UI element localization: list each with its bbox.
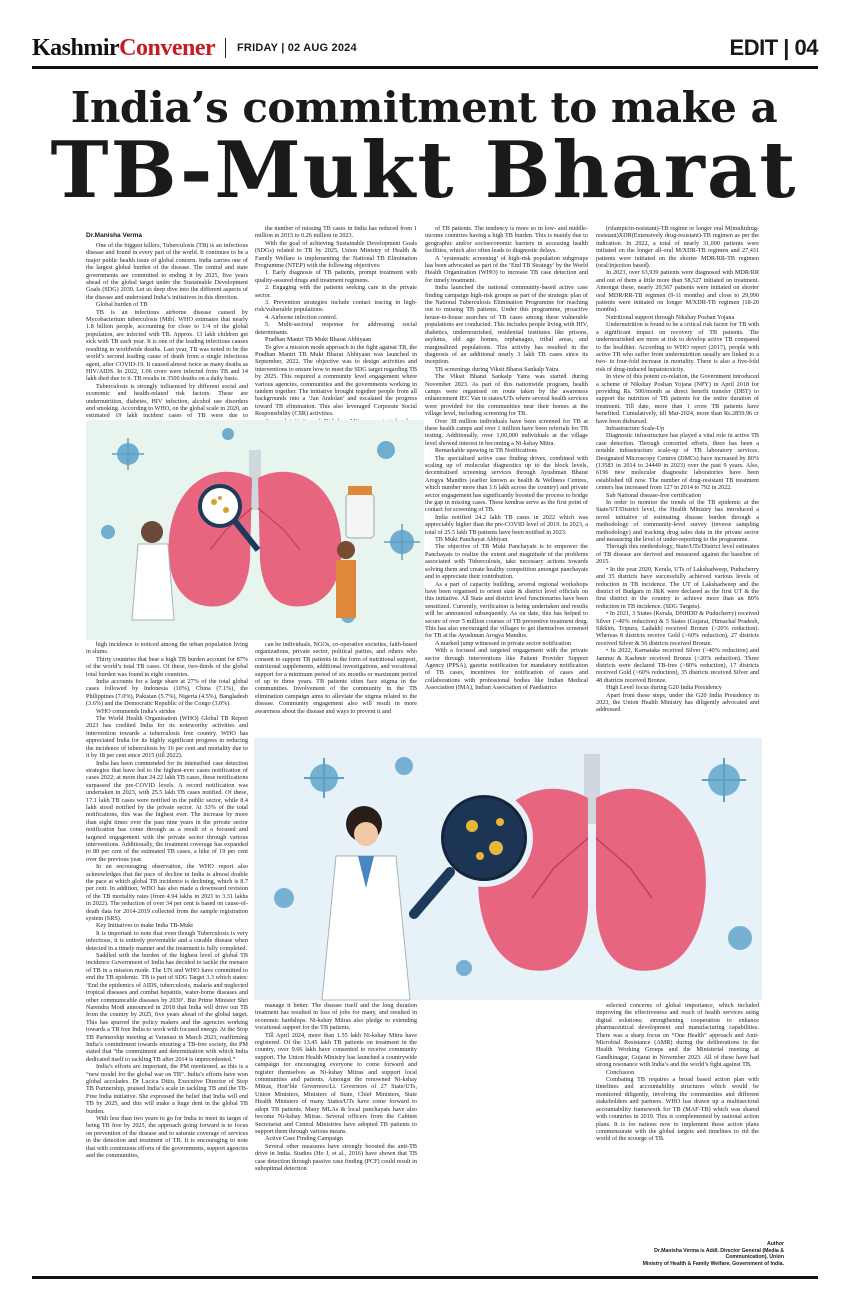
column-4-bottom [596, 1002, 759, 1238]
paragraph: Key Initiatives to make India TB-Mukt [96, 922, 193, 930]
author-line-2: Ministry of Health & Family Welfare, Government of India. [642, 1260, 784, 1267]
paragraph: Undernutrition is found to be a critical risk factor for TB with a significant impact on recovery of TB patients. The undernourished are more at risk to develop active TB compared to the healthier. According to WHO report (2017), people with active TB who suffer from undernutrition usually are linked to a two- to four-fold increase in mortality. There is also a five-fold risk of drug-induced hepatotoxicity. [596, 321, 759, 373]
paragraph: manage it better. The disease itself and the long duration treatment has resulted in loss of jobs for many, and resulted in economic hardships. Ni-kshay Mitras also pledge to extending vocational support for the TB patients. [255, 1002, 417, 1032]
paragraph: India’s efforts are important, the PM mentioned, as this is a “new model for the global war on TB”. India’s efforts have won global accolades. Dr Lucica Ditiu, Executive Director of Stop TB Partnership, praised India’s scale in tackling TB and the TB-Free India initiative. She expressed the belief that India will end TB by 2025, and this will make a huge dent in the global TB burden. [86, 1063, 248, 1115]
lungs-illustration-svg [86, 420, 424, 640]
paragraph: selected concerns of global importance, which included improving the effectiveness and reach of health services using digital solutions; strengthening cooperation to enhance pharmaceutical development and manufacturing capabilities. There was a sharp focus on “One Health” approach and Anti-Microbial Resistance (AMR) during the deliberations in the Health Working Groups and the Ministerial meeting at Gandhinagar, Gujarat in November 2023. All of these have had strong resonance with India’s and the world’s fight against TB. [596, 1002, 759, 1069]
paragraph: (rifampicin-resistant)-TB regime or longer oral M(multidrug-resistant)XDR(Extensively drug-resistant)-TB regimen as per the indication. In 2022, a total of nearly 31,000 patients were initiated on the longer all-oral M/XDR-TB regimen and 27,431 patients were initiated on the shorter MDR/RR-TB regimen (oral/injection based). [596, 225, 759, 270]
paragraph: 3. Prevention strategies include contact tracing in high-risk/vulnerable populations. [255, 299, 417, 314]
paragraph: In an encouraging observation, the WHO report also acknowledges that the pace of decline in India is almost double the pace at which global TB incidence is declining, which is 8.7 per cent. In addition, WHO has also made a downward revision of the TB mortality rates (from 4.94 lakhs in 2021 to 3.31 lakhs in 2022). The reduction of over 34 per cent is based on cause-of-death data for 2014-2019 collected from the sample registration system (SRS). [86, 863, 248, 923]
paragraph: TB screenings during Viksit Bharat Sankalp Yatra [435, 365, 559, 373]
paragraph: 2. Engaging with the patients seeking care in the private sector. [255, 284, 417, 299]
paragraph: It is important to note that even though Tuberculosis is very infectious, it is entirely preventable and a curable disease when detected in a timely manner and the treatment is fully completed. [86, 929, 248, 952]
paragraph: India notified 24.2 lakh TB cases in 2022 which was appreciably higher than the pre-COVID level of 2019. In 2023, a total of 25.5 lakh TB patients have been notified in 2023. [425, 513, 588, 536]
brand-word-convener: Convener [119, 35, 216, 61]
paragraph: WHO commends India’s strides [96, 707, 176, 715]
paragraph: As a part of capacity building, several regional workshops have been organised to orient state & district level officials on this initiative. All State and district level functionaries have been sensitized. Currently, verification is being undertaken and results will be announced subsequently. As on date, this has helped to secure of over 5 million courses of TB preventive treatment drug. This has also encouraged the villages to get themselves screened for TB at the Ayushman Arogya Mandirs. [425, 580, 588, 640]
headline-line2: TB-Mukt Bharat [50, 125, 798, 216]
paragraph: Tuberculosis is strongly influenced by different social and economic and health-related risk factors. These are undernutrition, diabetes, HIV infection, alcohol use disorders and smoking. According to WHO, on the global scale in 2020, an estimated 19 lakh incident cases of TB were due to [86, 382, 248, 420]
headline-line1: India’s commitment to make a [70, 83, 778, 132]
paragraph: of TB patients. The tendency is more so in low- and middle-income countries having a high TB burden. This is mainly due to geographic and/or socioeconomic barriers in accessing health facilities, which also often leads to diagnostic delays. [425, 225, 588, 255]
paragraph: Conclusion [606, 1068, 635, 1076]
paragraph: India accounts for a large share at 27% of the total global cases followed by Indonesia (10%), China (7.1%), the Philippines (7.0%), Pakistan (5.7%), Nigeria (4.5%), Bangladesh (3.6%) and the Democratic Republic of the Congo (3.0%). [86, 678, 248, 708]
paragraph: The specialised active case finding drives, combined with scaling up of molecular diagnostics up to the block levels, decentralised screening services through Ayushman Bharat Arogya Mandirs (earlier known as health & Wellness Centres, which number more than 1.6 lakh across the country) and private sector engagement has significantly boosted the process to bridge the gap in missing cases. These kendras serve as the first point of contact for screening of TB. [425, 454, 588, 514]
paragraph: The objective of TB Mukt Panchayats is to empower the Panchayats to realize the extent and magnitude of the problems associated with Tuberculosis, take necessary actions towards solving them and create healthy competition amongst panchayats and to appreciate their contribution. [425, 543, 588, 581]
paragraph: Nutritional support through Nikshay Poshan Yojana [606, 313, 735, 321]
author-line-1: Dr.Manisha Verma is Addl. Director General (Media & Communication), Union [654, 1247, 784, 1260]
column-1-bottom [86, 641, 248, 1249]
paragraph: Global burden of TB [96, 301, 148, 309]
paragraph: Sub National disease-free certification [606, 491, 702, 499]
paragraph: Till April 2024, more than 1.55 lakh Ni-kshay Mitra have registered. Of the 13.45 lakh TB patients on treatment in the country, over 9.66 lakh have consented to receive community support. The Union Health Ministry has launched a countrywide campaign for encouraging everyone to come forward and register themselves as Ni-kshay Mitras and support local communities and patients. Amongst the renowned Ni-kshay Mitras, Hon’ble Governors/Lt. Governors of 27 State/UTs, Union Ministers, Ministers of State, Chief Ministers, State Health Ministers of many States/UTs have come forward to adopt TB patients. Many MLAs & local panchayats have also become Ni-kshay Mitras. Several officers from the Cabinet Secretariat and Central Ministries have adopted TB patients to support them through various means. [255, 1031, 417, 1135]
footer-rule [32, 1276, 818, 1279]
paragraph: In order to monitor the trends of the TB epidemic at the State/UT/District level, the Health Ministry has introduced a novel initiative of estimating disease burden through a methodology of community-level survey (inverse sampling methodology) and tracking drug sales data in the private sector and measuring the level of under-reporting to the programme. [596, 499, 759, 544]
paragraph: With less than two years to go for India to meet its target of being TB free by 2025, the approach going forward is to focus on prevention of the disease and to saturate coverage of services in the detection and treatment of TB. It is encouraging to note that with continuous efforts of the governments, support agencies and the communities, [86, 1115, 248, 1160]
paragraph: • In 2022, Karnataka received Silver (>40% reduction) and Jammu & Kashmir received Bronze (>20% reduction). Three districts were declared TB-free (>80% reduction), 17 districts received Gold (>60% reduction), 35 districts received Silver and 48 districts received Bronze. [596, 647, 759, 684]
column-2-bottom [255, 1002, 417, 1249]
paragraph: India launched the national community-based active case finding campaign high-risk groups as part of the strategic plan of the National Tuberculosis Elimination Programme for reaching out to missing TB patients. Under this programme, proactive house-to-house searches of TB cases among these vulnerable populations are conducted. This includes people living with HIV, diabetics, undernourished, residential institutes like prisons, asylums, old age homes, orphanages, tribal areas, and marginalized populations. This activity has resulted in the diagnosis of an additional nearly 3 lakh TB cases since its inception. [425, 284, 588, 366]
paragraph: Saddled with the burden of the highest level of global TB incidence Government of India has decided to tackle the menace of TB in a mission mode. The UN and WHO have committed to end the TB epidemic. TB is part of SDG Target 3.3 which states: ‘End the epidemics of AIDS, tuberculosis, malaria and neglected tropical diseases and combat hepatitis, water-borne diseases and other communicable diseases by 2030’. But Prime Minister Shri Narendra Modi announced in 2018 that India will drive out TB from the country by 2025, five years ahead of the global target. This has spurred the policy makers and the agencies working towards a TB free India to work with focused energy. At the Stop TB Partnership meeting at Varanasi in March 2023, reaffirming India’s commitment towards ensuring a TB-free society, the PM stated that “the commitment and determination with which India dedicated itself to tackling TB after 2014 is unprecedented.” [86, 952, 248, 1063]
dateline: FRIDAY | 02 AUG 2024 [237, 42, 357, 54]
paragraph: To give a mission mode approach to the fight against TB, the Pradhan Mantri TB Mukt Bharat Abhiyaan was launched in September, 2022. The objective was to design activities and interventions to ensure how to meet the SDG target regarding TB by 2025. This required a community level engagement where various agencies, communities and the governments working in tandem together. The initiative brought together people from all backgrounds into a ‘Jan Andolan’ and escalated the progress toward TB elimination. This also leveraged Corporate Social Responsibility (CSR) activities. [255, 343, 417, 418]
paragraph: In view of this potent co-relation, the Government introduced a scheme of Nikshay Poshan Yojana (NPY) in April 2018 for providing Rs. 500/month as direct benefit transfer (DBT) to support the nutrition of TB patients for the entire duration of treatment. Till date, more than 1 crore TB patients have benefited. Cumulatively, till Mar-2024, more than Rs.2859.96 cr have been disbursed. [596, 373, 759, 425]
paragraph: • In 2021, 3 States (Kerala, DNHDD & Puducherry) received Silver (>40% reduction) & 5 States (Gujarat, Himachal Pradesh, Sikkim, Tripura, Ladakh) received Bronze (>20% reduction). Whereas 8 districts receive Gold (>60% reduction), 27 districts received Silver & 56 districts received Bronze. [596, 610, 759, 647]
brand-word-kashmir: Kashmir [32, 35, 120, 61]
paragraph: Through this methodology, State/UTs/District level estimates of TB disease are derived and measured against the baseline of 2015. [596, 543, 759, 566]
paragraph: Remarkable upswing in TB Notifications [435, 447, 537, 455]
section-label: EDIT | 04 [729, 35, 818, 60]
paragraph: high incidence is noticed among the urban population living in slums. [86, 641, 248, 656]
author-label: Author [767, 1241, 784, 1247]
paragraph: The Viksit Bharat Sankalp Yatra was started during November 2023. As part of this nationwide program, health camps were organised on route taken by the awareness enhancement IEC Van in states/UTs where several health services were provided for the communities near their homes at the village level, including screening for TB. [425, 373, 588, 418]
column-2-mid [255, 641, 417, 721]
paragraph: • In the year 2020, Kerala, UTs of Lakshadweep, Puducherry and 35 districts have successfully achieved various levels of reduction in TB incidence. The UT of Lakshadweep and the district of Budgam in J&K were declared as the first UT & the first district in the country to achieve more than an 80% reduction in TB incidence. (SDG Targets). [596, 565, 759, 610]
brand-logo[interactable] [32, 34, 215, 62]
paragraph: In 2023, over 63,939 patients were diagnosed with MDR/RR and out of them a little more than 58,527 initiated on treatment. Amongst these, nearly 20,567 patients were initiated on shorter oral MDR/RR-TB regimen (9-11 months) and close to 29,990 patients were initiated on longer M/XDR-TB regimen (18-20 months). [596, 269, 759, 314]
paragraph: A marked jump witnessed in private sector notification [435, 639, 571, 647]
author-note [620, 1241, 784, 1267]
paragraph: Thirty countries that bear a high TB burden account for 87% of the world’s total TB cases. Of these, two-thirds of the global total burden was found in eight countries. [86, 655, 248, 678]
masthead [32, 34, 818, 62]
paragraph: Pradhan Mantri TB Mukt Bharat Abhiyaan [265, 336, 372, 344]
paragraph: Diagnostic infrastructure has played a vital role in active TB case detection. Through concerted efforts, there has been a notable infrastructure scale-up of TB laboratory services. Designated Microscopy Centres (DMCs) have increased by 80% (13583 in 2014 to 24449 in 2023) over the past 9 years. Also, 6196 new molecular diagnostic laboratories have been established till now. The number of drug-resistant TB treatment centers has increased from 127 in 2014 to 792 in 2022. [596, 432, 759, 492]
paragraph: Infrastructure Scale-Up [606, 424, 665, 432]
paragraph: A ‘systematic screening’ of high-risk population subgroups has been advocated as part of the ‘End TB Strategy’ by the World Health Organization (WHO) to increase TB case detection and for timely treatment. [425, 254, 588, 284]
column-1-top [86, 242, 248, 418]
illustration-lungs-doctor [86, 420, 424, 640]
paragraph: High Level focus during G20 India Presidency [606, 684, 722, 692]
paragraph: TB is an infectious airborne disease caused by Mycobacterium tuberculosis (Mtb). WHO estimates that nearly 1.8 billion people, accounting for close to 1/4 of the global population, are infected with TB. Approx. 13 lakh children get sick with TB each year. It is one of the leading infectious causes resulting in worldwide deaths. Last year, TB was noted to be the world’s second leading cause of death from a single infectious agent, after COVID-19. It caused almost twice as many deaths as HIV/AIDS. In 2022, 1.06 crore were infected from TB and 14 lakh died due to it. TB results in 3500 deaths on a daily basis. [86, 308, 248, 383]
paragraph: Apart from these steps, under the G20 India Presidency in 2023, the Union Health Ministry has diligently advocated and addressed [596, 691, 759, 714]
masthead-separator [225, 38, 226, 58]
masthead-rule [32, 66, 818, 69]
paragraph: can be individuals, NGOs, co-operative societies, faith-based organizations, private sector, political parties, and others who consent to support TB patients in the form of nutritional support, nutritional supplements, additional investigations, and vocational support for a minimum period of six months or maximum period of up to three years. TB patients often face stigma in the communities. Involvement of the community in the TB elimination campaign aims to alleviate the stigma related to the disease. Community engagement also will result in more awareness about the disease and ways to prevent it and [255, 641, 417, 715]
column-2-top [255, 225, 417, 418]
paragraph: With the goal of achieving Sustainable Development Goals (SDGs) related to TB by 2025, Union Ministry of Health & Family Welfare is implementing the National TB Elimination Programme (NTEP) with the following objectives: [255, 239, 417, 270]
paragraph: One of the biggest killers, Tuberculosis (TB) is an infectious disease and found in every part of the world. It continues to be a major public health issue of global concern. India carries one of the largest global burden of the disease. The central and state governments are committed to ending it by 2025, five years ahead of the global target under the Sustainable Development Goals (SDG) 2030. Let us deep dive into the different aspects of the disease and understand India’s initiatives in this direction. [86, 242, 248, 301]
paragraph: Several other measures have strongly boosted the anti-TB drive in India. Studies (Ho J, et al., 2016) have shown that TB case detection through passive case finding (PCF) could result in suboptimal detection [255, 1142, 417, 1172]
paragraph: TB Mukt Panchayat Abhiyan [435, 536, 508, 544]
paragraph: With a focused and targeted engagement with the private sector through interventions like Patient Provider Support Agency (PPSA), gazette notification for mandatory notification of TB cases, incentives for notification of cases and collaborations with professional bodies like Indian Medical Association (IMA), Indian Association of Paediatrics [425, 647, 588, 692]
paragraph: India has been commended for its intensified case detection strategies that have led to the highest-ever cases notification of cases 2022; at more than 24.22 lakh TB cases, these notifications surpassed the pre-COVID levels. A record notification was undertaken in 2023, with 25.5 lakh TB cases notified. Of these, 17.1 lakh TB cases were notified in the public sector, while 8.4 lakh stood notified by the private sector. At 33% of the total notifications, this was the highest ever. The increase by more than eight times over the past nine years in the private sector notification has come through as a result of a focused and targeted engagement with the private sector through various interventions. Additionally, the treatment coverage has expanded to 80 per cent of the estimated TB cases, a hike of 19 per cent over the previous year. [86, 759, 248, 863]
illustration-doctor-magnifier [254, 738, 762, 1000]
magnifier-illustration-svg [254, 738, 762, 1000]
paragraph: 5. Multi-sectoral response for addressing social determinants. [255, 321, 417, 336]
paragraph: Active Case Finding Campaign [265, 1135, 343, 1143]
paragraph: The World Health Organisation (WHO) Global TB Report 2023 has credited India for its noteworthy activities and intervention towards a tuberculosis free country. WHO has appreciated India for its highly significant progress in reducing the incidence of tuberculosis by 16 per cent and mortality due to it by 18 per cent since 2015 (till 2022). [86, 715, 248, 760]
paragraph: Over 38 million individuals have been screened for TB at these health camps and over 1 million have been referrals for TB testing. Additionally, over 1,00,000 individuals at the village level showed interest in becoming a Ni-kshay Mitra. [425, 417, 588, 447]
paragraph: Combating TB requires a broad based action plan with timelines and accountability structures which would be monitored diligently, involving the communities and different stakeholders and partners. WHO has drawn up a multisectoral accountability framework for TB (MAF-TB) which was shared with countries in 2019. This is complemented by national action plans. It is for nations now to implement these action plans commensurate with the global targets and timelines to rid the world of the scourge of TB. [596, 1076, 759, 1143]
paragraph: 4. Airborne infection control. [265, 313, 338, 321]
paragraph: the number of missing TB cases in India has reduced from 1 million in 2015 to 0.26 million in 2023. [255, 225, 417, 240]
column-4 [596, 225, 759, 748]
paragraph: 1. Early diagnosis of TB patients, prompt treatment with quality-assured drugs and treatment regimens. [255, 269, 417, 284]
byline: Dr.Manisha Verma [86, 232, 142, 239]
column-3 [425, 225, 588, 748]
